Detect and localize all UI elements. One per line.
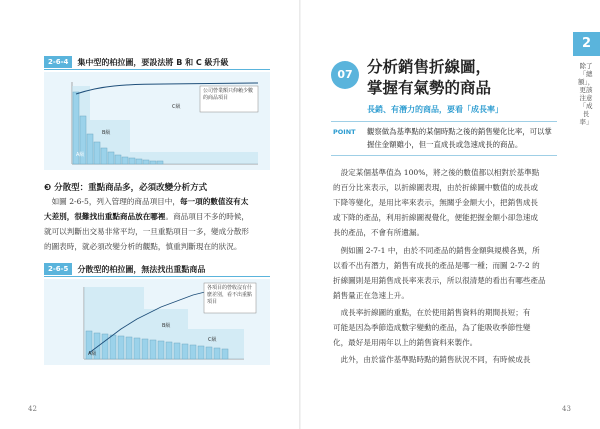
- bar: [110, 335, 116, 359]
- bar: [118, 336, 124, 359]
- section-subtitle: 長銷、有潛力的商品，要看「成長率」: [367, 105, 503, 114]
- bar: [158, 341, 164, 359]
- bar: [126, 337, 132, 359]
- paragraph-line: 或下降的產品，利用折線圖視覺化，便能把握金額小卻急速成: [333, 213, 539, 222]
- paragraph-line: 以看不出有潛力，銷售有成長的產品是哪一種；而圖 2-7-2 的: [333, 261, 540, 270]
- paragraph-line: 此外，由於當作基準點時點的銷售狀況不同，有時候成長: [333, 355, 531, 364]
- paragraph-line: 可能是因為季節造成數字變動的產品，為了能吸收季節性變: [333, 323, 531, 332]
- figure-callout: 公司營業額只仰賴少數的商品項目: [203, 88, 254, 101]
- paragraph-line: 就可以判斷出交易非常平均，一旦重點項目一多，變成分散形: [44, 227, 250, 236]
- figure-2-6-5-panel: [44, 279, 270, 365]
- paragraph-line: 大差別，很難找出重點商品放在哪裡。商品項目不多的時候，: [44, 212, 250, 221]
- section-heading: ❸ 分散型：重點商品多，必須改變分析方式: [44, 183, 208, 193]
- paragraph-line: 折線圖則是用銷售成長率來表示，所以很清楚的看出有哪些產品: [333, 276, 546, 285]
- bar: [134, 338, 140, 359]
- figure-number: 2-6-4: [44, 56, 72, 68]
- bar: [222, 349, 228, 359]
- bar: [150, 340, 156, 359]
- paragraph-line: 長的產品，不會有所遺漏。: [333, 228, 425, 237]
- bar: [150, 161, 156, 164]
- chapter-side-text: 除了「總額」，更該注意「成長率」: [578, 62, 595, 126]
- figure-callout: 各項目的營收沒有什麼差別，看不出重點項目: [207, 285, 253, 305]
- figure-2-6-4-panel: [44, 72, 270, 170]
- bar: [101, 148, 107, 164]
- bar: [143, 160, 149, 164]
- figure-2-6-4-header: [44, 56, 229, 68]
- bar: [174, 343, 180, 359]
- section-title: [367, 57, 557, 99]
- paragraph-line: 下降等變化，是用比率來表示，無關乎金額大小，把銷售成長: [333, 198, 539, 207]
- bar: [214, 348, 220, 359]
- point-text: 觀察做為基準點的某個時點之後的銷售變化比率，可以掌握住金額雖小，但一直成長或急速成長的商品。: [367, 127, 552, 149]
- bar: [87, 134, 93, 164]
- class-label-a: A級: [76, 152, 85, 158]
- figure-title: 分散型的柏拉圖，無法找出重點商品: [77, 264, 206, 274]
- section-title-line: 掌握有氣勢的商品: [367, 79, 492, 97]
- bar: [157, 161, 163, 164]
- bar: [206, 347, 212, 359]
- bar: [198, 346, 204, 359]
- figure-rule: [44, 276, 270, 277]
- figure-rule: [44, 69, 270, 70]
- paragraph-line: 例如圖 2-7-1 中，由於不同產品的銷售金額與規模各異，所: [333, 246, 540, 255]
- body-paragraph: [333, 243, 555, 303]
- bar: [190, 345, 196, 359]
- figure-number: 2-6-5: [44, 263, 72, 275]
- body-paragraph: [333, 165, 555, 240]
- bar: [182, 344, 188, 359]
- paragraph-line: 銷售量正在急速上升。: [333, 291, 409, 300]
- body-paragraph: [333, 305, 555, 350]
- bar: [108, 152, 114, 164]
- page-number-right: 43: [562, 405, 571, 413]
- paragraph-line: 化，最好是用兩年以上的銷售資料來製作。: [333, 338, 478, 347]
- paragraph-line: 的百分比來表示，以折線圖表現，由於折線圖中數值的成長或: [333, 183, 539, 192]
- class-label-b: B級: [102, 130, 111, 136]
- bar: [122, 157, 128, 164]
- class-label-c: C級: [172, 104, 181, 110]
- page-number-left: 42: [28, 405, 37, 413]
- body-paragraph: [333, 352, 555, 367]
- bar: [129, 158, 135, 164]
- bar: [102, 334, 108, 359]
- paragraph-line: 設定某個基準值為 100%，將之後的數值都以相對於基準點: [333, 168, 540, 177]
- bar: [136, 159, 142, 164]
- section-number-badge: 07: [331, 61, 359, 89]
- bar: [115, 155, 121, 164]
- page-gutter: [299, 0, 301, 429]
- paragraph-line: 成長率折線圖的重點，在於使用銷售資料的期間長短；有: [333, 308, 531, 317]
- paragraph-line: 的圖表時，就必須改變分析的觀點，慎重判斷現在的狀況。: [44, 242, 242, 251]
- class-label-a: A級: [88, 351, 97, 357]
- paragraph-line: 如圖 2-6-5，列入管理的商品項目中，每一項的數值沒有太: [51, 197, 249, 206]
- pareto-chart-concentrated: [44, 72, 270, 170]
- body-paragraph: [44, 194, 266, 254]
- bar: [94, 142, 100, 164]
- class-label-b: B級: [162, 323, 171, 329]
- figure-title: 集中型的柏拉圖，要設法將 B 和 C 級升級: [77, 57, 229, 67]
- section-title-line: 分析銷售折線圖，: [367, 58, 492, 76]
- point-label: POINT: [333, 128, 356, 136]
- class-label-c: C級: [208, 337, 217, 343]
- chapter-tab: 2: [573, 32, 600, 56]
- figure-2-6-5-header: [44, 263, 205, 275]
- bar: [166, 342, 172, 359]
- bar: [142, 339, 148, 359]
